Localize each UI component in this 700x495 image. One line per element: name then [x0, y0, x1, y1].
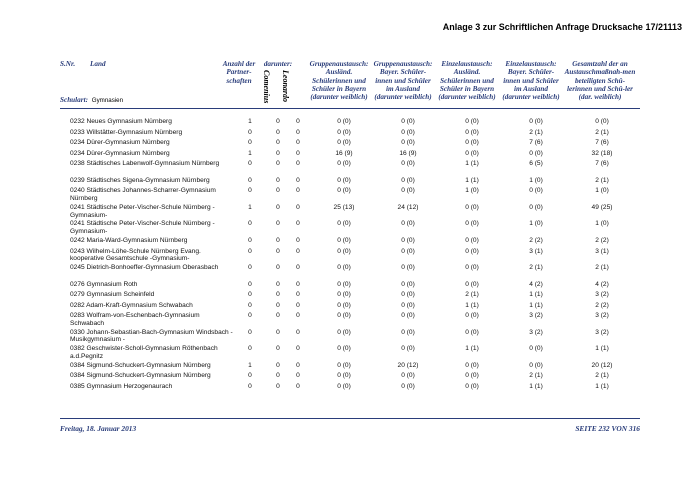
- cell-g2: 0 (0): [401, 139, 415, 147]
- cell-t: 3 (2): [595, 312, 609, 320]
- cell-c: 0: [296, 383, 300, 391]
- cell-c: 0: [296, 247, 300, 255]
- cell-g2: 0 (0): [401, 220, 415, 228]
- cell-e1: 0 (0): [465, 383, 479, 391]
- school-name: 0276 Gymnasium Roth: [70, 280, 138, 288]
- cell-b: 0: [276, 264, 280, 272]
- cell-g1: 0 (0): [337, 118, 351, 125]
- cell-e1: 1 (1): [465, 345, 479, 353]
- cell-t: 7 (6): [595, 160, 609, 168]
- cell-a: 0: [248, 139, 252, 147]
- cell-g2: 0 (0): [401, 264, 415, 272]
- header-snr: S.Nr.: [60, 60, 76, 68]
- cell-g1: 0 (0): [337, 291, 351, 299]
- school-name: 0234 Dürer-Gymnasium Nürnberg: [70, 149, 170, 157]
- cell-b: 0: [276, 203, 280, 211]
- cell-t: 3 (2): [595, 291, 609, 299]
- cell-g2: 0 (0): [401, 328, 415, 336]
- school-name: 0243 Wilhelm-Löhe-Schule Nürnberg Evang. kooperative Gesamtschule -Gymnasium-: [70, 247, 201, 263]
- table-row: [60, 201, 640, 218]
- table-row: [60, 174, 640, 185]
- table-row: [60, 147, 640, 158]
- cell-e1: 1 (1): [465, 301, 479, 309]
- cell-g1: 0 (0): [337, 361, 351, 369]
- cell-c: 0: [296, 176, 300, 184]
- cell-c: 0: [296, 128, 300, 136]
- cell-b: 0: [276, 128, 280, 136]
- cell-e1: 1 (0): [465, 187, 479, 195]
- table-row: [60, 369, 640, 380]
- cell-g1: 25 (13): [333, 203, 355, 211]
- school-name: 0245 Dietrich-Bonhoeffer-Gymnasium Oberasbach: [70, 264, 219, 272]
- cell-a: 1: [248, 149, 252, 157]
- cell-g2: 0 (0): [401, 345, 415, 353]
- cell-e2: 0 (0): [529, 361, 543, 369]
- cell-b: 0: [276, 236, 280, 244]
- cell-e1: 0 (0): [465, 139, 479, 147]
- cell-t: 2 (2): [595, 301, 609, 309]
- school-name: 0384 Sigmund-Schuckert-Gymnasium Nürnberg: [70, 361, 211, 369]
- cell-t: 3 (2): [595, 328, 609, 336]
- cell-e2: 3 (2): [529, 328, 543, 336]
- table-row: [60, 126, 640, 137]
- cell-e1: 2 (1): [465, 291, 479, 299]
- cell-b: 0: [276, 220, 280, 228]
- cell-a: 0: [248, 280, 252, 288]
- cell-c: 0: [296, 328, 300, 336]
- cell-c: 0: [296, 372, 300, 380]
- cell-g1: 0 (0): [337, 383, 351, 391]
- cell-c: 0: [296, 118, 300, 125]
- cell-b: 0: [276, 280, 280, 288]
- cell-b: 0: [276, 247, 280, 255]
- cell-c: 0: [296, 203, 300, 211]
- cell-a: 0: [248, 345, 252, 353]
- header-darunter: darunter:: [263, 60, 293, 68]
- cell-t: 4 (2): [595, 280, 609, 288]
- cell-a: 0: [248, 301, 252, 309]
- cell-g1: 0 (0): [337, 176, 351, 184]
- cell-t: 1 (1): [595, 345, 609, 353]
- cell-e2: 7 (6): [529, 139, 543, 147]
- cell-a: 0: [248, 312, 252, 320]
- cell-e2: 4 (2): [529, 280, 543, 288]
- cell-b: 0: [276, 187, 280, 195]
- cell-c: 0: [296, 361, 300, 369]
- cell-b: 0: [276, 149, 280, 157]
- cell-g1: 0 (0): [337, 372, 351, 380]
- cell-g2: 0 (0): [401, 280, 415, 288]
- cell-c: 0: [296, 139, 300, 147]
- cell-t: 1 (0): [595, 187, 609, 195]
- footer-date: Freitag, 18. Januar 2013: [60, 424, 137, 433]
- cell-e1: 0 (0): [465, 118, 479, 125]
- table-row: [60, 359, 640, 370]
- school-name: 0242 Maria-Ward-Gymnasium Nürnberg: [70, 236, 188, 244]
- cell-e2: 3 (1): [529, 247, 543, 255]
- cell-t: 20 (12): [591, 361, 613, 369]
- header-rule: [60, 108, 640, 109]
- cell-e2: 0 (0): [529, 149, 543, 157]
- school-name: 0282 Adam-Kraft-Gymnasium Schwabach: [70, 301, 193, 309]
- cell-g2: 24 (12): [397, 203, 419, 211]
- cell-a: 0: [248, 247, 252, 255]
- cell-g2: 0 (0): [401, 383, 415, 391]
- cell-g1: 16 (9): [335, 149, 353, 157]
- cell-e1: 0 (0): [465, 220, 479, 228]
- cell-a: 0: [248, 220, 252, 228]
- cell-e2: 1 (1): [529, 301, 543, 309]
- cell-e2: 2 (1): [529, 372, 543, 380]
- cell-b: 0: [276, 291, 280, 299]
- cell-e1: 0 (0): [465, 280, 479, 288]
- cell-e1: 0 (0): [465, 264, 479, 272]
- cell-a: 0: [248, 187, 252, 195]
- cell-b: 0: [276, 328, 280, 336]
- cell-e2: 0 (0): [529, 187, 543, 195]
- cell-b: 0: [276, 301, 280, 309]
- cell-t: 32 (18): [591, 149, 613, 157]
- cell-a: 0: [248, 383, 252, 391]
- cell-t: 49 (25): [591, 203, 613, 211]
- cell-b: 0: [276, 118, 280, 125]
- table-row: [60, 288, 640, 299]
- cell-e1: 0 (0): [465, 372, 479, 380]
- header-col5: Gesamtzahl der an Austauschmaßnah-men beteiligten Schü-lerinnen und Schü-ler (dar. weiblich): [564, 60, 636, 102]
- school-name: 0382 Geschwister-Scholl-Gymnasium Röthenbach a.d.Pegnitz: [70, 345, 218, 360]
- cell-g2: 0 (0): [401, 301, 415, 309]
- cell-e1: 0 (0): [465, 312, 479, 320]
- cell-g2: 0 (0): [401, 118, 415, 125]
- cell-e1: 0 (0): [465, 128, 479, 136]
- cell-c: 0: [296, 280, 300, 288]
- cell-e1: 0 (0): [465, 149, 479, 157]
- cell-e2: 2 (2): [529, 236, 543, 244]
- cell-a: 1: [248, 361, 252, 369]
- cell-g1: 0 (0): [337, 247, 351, 255]
- table-row: [60, 278, 640, 289]
- cell-c: 0: [296, 220, 300, 228]
- cell-b: 0: [276, 176, 280, 184]
- cell-e2: 1 (1): [529, 383, 543, 391]
- cell-g2: 0 (0): [401, 128, 415, 136]
- cell-b: 0: [276, 139, 280, 147]
- cell-c: 0: [296, 291, 300, 299]
- cell-g1: 0 (0): [337, 128, 351, 136]
- school-name: 0279 Gymnasium Scheinfeld: [70, 291, 155, 299]
- cell-b: 0: [276, 345, 280, 353]
- cell-e2: 1 (0): [529, 220, 543, 228]
- cell-e1: 1 (1): [465, 160, 479, 168]
- footer-rule: [60, 418, 640, 419]
- cell-a: 0: [248, 128, 252, 136]
- school-name: 0241 Städtische Peter-Vischer-Schule Nürnberg -Gymnasium-: [70, 203, 215, 219]
- cell-g1: 0 (0): [337, 187, 351, 195]
- cell-e2: 0 (0): [529, 118, 543, 125]
- school-name: 0330 Johann-Sebastian-Bach-Gymnasium Windsbach - Musikgymnasium -: [70, 328, 233, 344]
- table-row: [60, 261, 640, 278]
- school-name: 0233 Willstätter-Gymnasium Nürnberg: [70, 128, 183, 136]
- cell-g1: 0 (0): [337, 312, 351, 320]
- cell-a: 0: [248, 264, 252, 272]
- school-name: 0283 Wolfram-von-Eschenbach-Gymnasium Schwabach: [70, 312, 200, 327]
- header-land: Land: [90, 60, 106, 68]
- schulart-value: Gymnasien: [91, 97, 124, 104]
- school-name: 0385 Gymnasium Herzogenaurach: [70, 383, 173, 391]
- cell-t: 2 (2): [595, 236, 609, 244]
- cell-c: 0: [296, 301, 300, 309]
- cell-t: 1 (0): [595, 220, 609, 228]
- cell-g2: 16 (9): [399, 149, 417, 157]
- cell-e2: 0 (0): [529, 203, 543, 211]
- cell-g1: 0 (0): [337, 220, 351, 228]
- cell-c: 0: [296, 264, 300, 272]
- school-name: 0234 Dürer-Gymnasium Nürnberg: [70, 139, 170, 147]
- cell-g2: 0 (0): [401, 312, 415, 320]
- cell-e2: 3 (2): [529, 312, 543, 320]
- table-row: [60, 326, 640, 343]
- header-col1: Gruppenaustausch: Ausländ. Schülerinnen und Schüler in Bayern (darunter weiblich): [309, 60, 369, 102]
- cell-g2: 0 (0): [401, 236, 415, 244]
- cell-g2: 0 (0): [401, 187, 415, 195]
- table-row: [60, 234, 640, 245]
- cell-b: 0: [276, 160, 280, 168]
- table-row: [60, 157, 640, 174]
- cell-a: 0: [248, 236, 252, 244]
- table-row: [60, 245, 640, 262]
- cell-e2: 1 (1): [529, 291, 543, 299]
- cell-b: 0: [276, 372, 280, 380]
- schulart-line: [60, 96, 123, 104]
- cell-c: 0: [296, 236, 300, 244]
- cell-g2: 0 (0): [401, 247, 415, 255]
- table-row: [60, 217, 640, 234]
- cell-t: 2 (1): [595, 128, 609, 136]
- cell-b: 0: [276, 361, 280, 369]
- cell-e1: 0 (0): [465, 361, 479, 369]
- cell-e1: 1 (1): [465, 176, 479, 184]
- cell-e1: 0 (0): [465, 328, 479, 336]
- cell-a: 1: [248, 118, 252, 125]
- cell-t: 2 (1): [595, 372, 609, 380]
- school-name: 0239 Städtisches Sigena-Gymnasium Nürnberg: [70, 176, 210, 184]
- header-leonardo: Leonardo: [281, 70, 290, 102]
- schulart-label: Schulart:: [60, 96, 88, 104]
- cell-c: 0: [296, 345, 300, 353]
- cell-t: 0 (0): [595, 118, 609, 125]
- cell-g1: 0 (0): [337, 236, 351, 244]
- cell-e2: 6 (5): [529, 160, 543, 168]
- cell-a: 0: [248, 291, 252, 299]
- cell-a: 0: [248, 328, 252, 336]
- cell-g1: 0 (0): [337, 345, 351, 353]
- school-name: 0384 Sigmund-Schuckert-Gymnasium Nürnberg: [70, 372, 211, 380]
- table-body: [60, 115, 640, 391]
- cell-c: 0: [296, 312, 300, 320]
- table-row: [60, 115, 640, 126]
- cell-g2: 20 (12): [397, 361, 419, 369]
- header-anzahl: Anzahl der Partner-schaften: [222, 60, 256, 85]
- school-name: 0232 Neues Gymnasium Nürnberg: [70, 118, 172, 125]
- cell-a: 1: [248, 203, 252, 211]
- table-row: [60, 309, 640, 326]
- header-col3: Einzelaustausch: Ausländ. Schülerinnen und Schüler in Bayern (darunter weiblich): [438, 60, 496, 102]
- cell-a: 0: [248, 160, 252, 168]
- cell-e2: 2 (1): [529, 264, 543, 272]
- school-name: 0241 Städtische Peter-Vischer-Schule Nürnberg -Gymnasium-: [70, 220, 215, 236]
- document-title: Anlage 3 zur Schriftlichen Anfrage Drucksache 17/21113: [442, 22, 682, 32]
- table-row: [60, 299, 640, 310]
- cell-c: 0: [296, 149, 300, 157]
- header-col2: Gruppenaustausch: Bayer. Schüler-innen und Schüler im Ausland (darunter weiblich): [373, 60, 433, 102]
- table-row: [60, 380, 640, 391]
- cell-e2: 0 (0): [529, 345, 543, 353]
- cell-g2: 0 (0): [401, 372, 415, 380]
- cell-e1: 0 (0): [465, 247, 479, 255]
- cell-a: 0: [248, 372, 252, 380]
- table-row: [60, 184, 640, 201]
- school-name: 0238 Städtisches Labenwolf-Gymnasium Nürnberg: [70, 160, 220, 168]
- cell-t: 3 (1): [595, 247, 609, 255]
- school-name: 0240 Städtisches Johannes-Scharrer-Gymnasium Nürnberg: [70, 187, 216, 203]
- cell-t: 2 (1): [595, 264, 609, 272]
- cell-g2: 0 (0): [401, 176, 415, 184]
- cell-t: 7 (6): [595, 139, 609, 147]
- cell-e1: 0 (0): [465, 203, 479, 211]
- cell-g1: 0 (0): [337, 264, 351, 272]
- cell-b: 0: [276, 312, 280, 320]
- cell-g1: 0 (0): [337, 160, 351, 168]
- cell-g2: 0 (0): [401, 160, 415, 168]
- cell-t: 2 (1): [595, 176, 609, 184]
- cell-e2: 2 (1): [529, 128, 543, 136]
- cell-t: 1 (1): [595, 383, 609, 391]
- cell-c: 0: [296, 160, 300, 168]
- cell-b: 0: [276, 383, 280, 391]
- cell-g1: 0 (0): [337, 139, 351, 147]
- header-comenius: Comenius: [262, 70, 271, 104]
- cell-c: 0: [296, 187, 300, 195]
- footer-page: SEITE 232 VON 316: [575, 424, 640, 433]
- cell-a: 0: [248, 176, 252, 184]
- cell-g1: 0 (0): [337, 301, 351, 309]
- table-row: [60, 136, 640, 147]
- cell-e2: 1 (0): [529, 176, 543, 184]
- cell-g2: 0 (0): [401, 291, 415, 299]
- cell-e1: 0 (0): [465, 236, 479, 244]
- header-col4: Einzelaustausch: Bayer. Schüler-innen und Schüler im Ausland (darunter weiblich): [502, 60, 560, 102]
- cell-g1: 0 (0): [337, 280, 351, 288]
- table-row: [60, 342, 640, 359]
- cell-g1: 0 (0): [337, 328, 351, 336]
